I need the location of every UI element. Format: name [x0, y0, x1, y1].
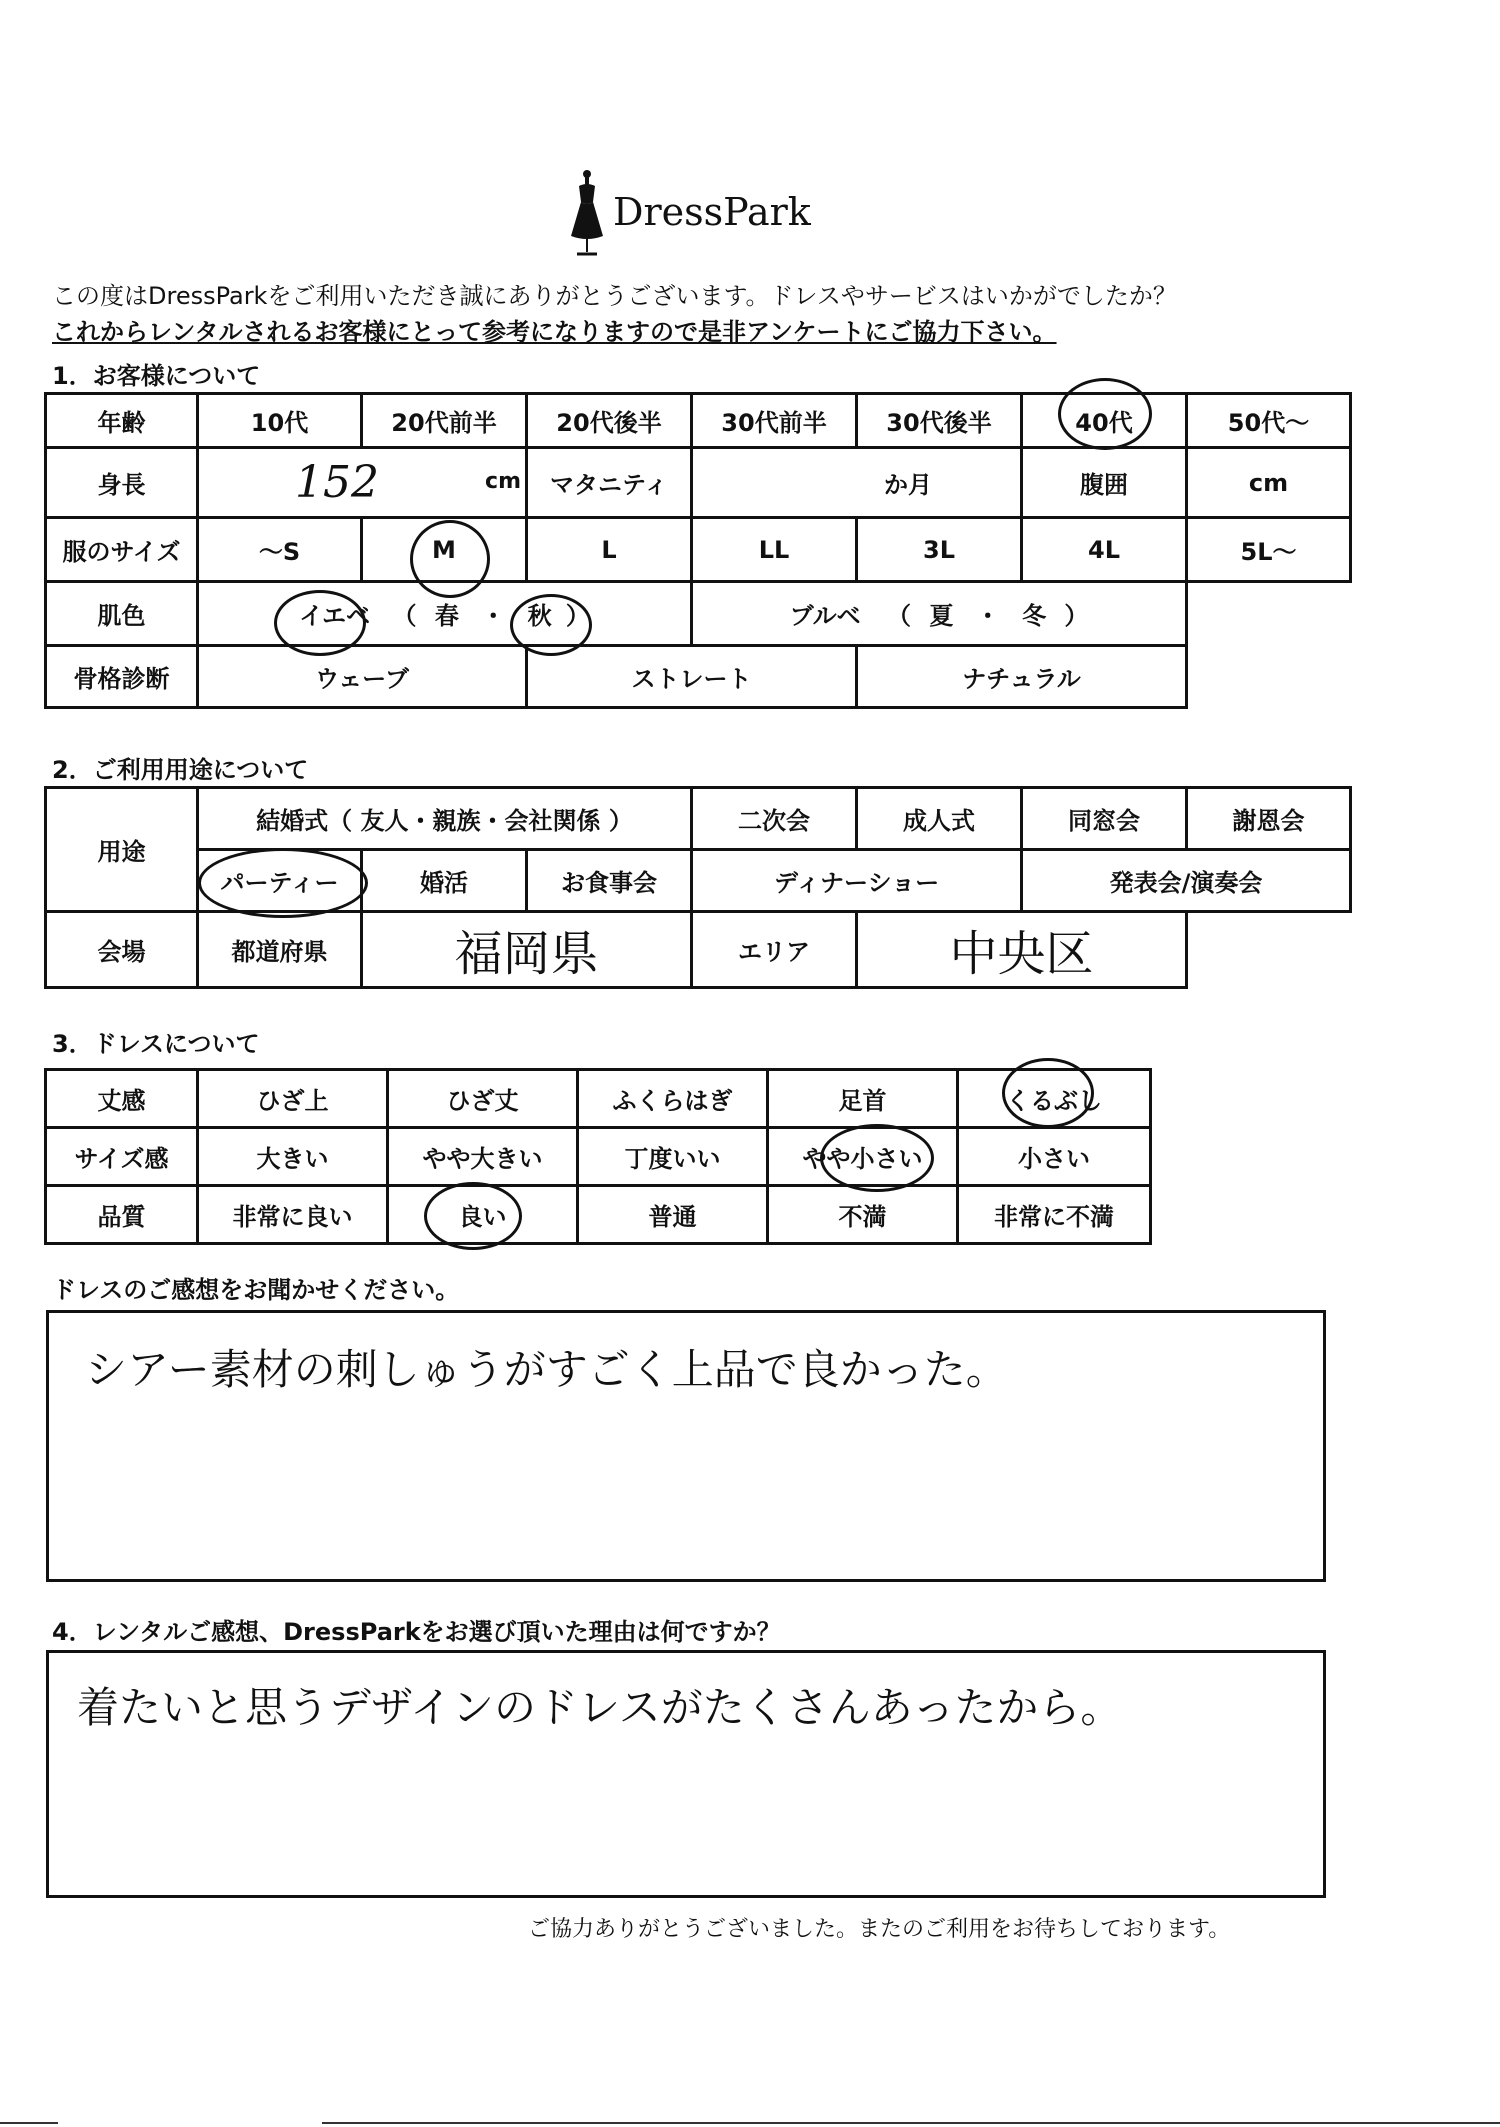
dot: ・	[481, 602, 506, 630]
dress-mannequin-icon	[565, 168, 609, 258]
fit-option[interactable]: 丁度いい	[578, 1128, 768, 1186]
purpose-option[interactable]: 発表会/演奏会	[1022, 850, 1351, 912]
purpose-option[interactable]: 同窓会	[1022, 788, 1187, 850]
empty-cell	[1187, 646, 1351, 708]
age-option[interactable]: 30代後半	[857, 394, 1022, 448]
quality-option[interactable]: 不満	[768, 1186, 958, 1244]
pref-value[interactable]: 福岡県	[362, 912, 692, 988]
dress-table	[44, 1068, 1152, 1245]
bottom-rule-left	[0, 2122, 58, 2124]
quality-row	[46, 1186, 1151, 1244]
purpose-option[interactable]: 結婚式（ 友人・親族・会社関係 ）	[198, 788, 692, 850]
purpose-row-1	[46, 788, 1351, 850]
age-option[interactable]: 10代	[198, 394, 362, 448]
quality-label: 品質	[46, 1186, 198, 1244]
age-option-selected[interactable]: 40代	[1022, 394, 1187, 448]
size-option[interactable]: L	[527, 518, 692, 582]
length-option[interactable]: ひざ丈	[388, 1070, 578, 1128]
fit-option[interactable]: やや大きい	[388, 1128, 578, 1186]
purpose-option[interactable]: 婚活	[362, 850, 527, 912]
dresspark-logo	[565, 168, 815, 258]
waist-unit[interactable]: cm	[1187, 448, 1351, 518]
age-option[interactable]: 20代前半	[362, 394, 527, 448]
paren-close: ）	[565, 602, 590, 630]
waist-label: 腹囲	[1022, 448, 1187, 518]
section1-title: 1．お客様について	[52, 362, 261, 390]
height-value: 152	[295, 457, 379, 508]
bottom-rule-right	[322, 2122, 1500, 2124]
height-row	[46, 448, 1351, 518]
skin-blue: ブルベ	[789, 602, 861, 630]
footer-thanks: ご協力ありがとうございました。またのご利用をお待ちしております。	[528, 1917, 1231, 1942]
quality-option[interactable]: 非常に不満	[958, 1186, 1151, 1244]
size-option[interactable]: ～S	[198, 518, 362, 582]
size-option[interactable]: 5L～	[1187, 518, 1351, 582]
paren-open: （	[392, 602, 417, 630]
skin-yellow-cell[interactable]	[198, 582, 692, 646]
purpose-option-selected[interactable]: パーティー	[198, 850, 362, 912]
customer-table	[44, 392, 1352, 709]
size-option[interactable]: LL	[692, 518, 857, 582]
purpose-option[interactable]: お食事会	[527, 850, 692, 912]
quality-option[interactable]: 普通	[578, 1186, 768, 1244]
length-option[interactable]: ふくらはぎ	[578, 1070, 768, 1128]
frame-option[interactable]: ナチュラル	[857, 646, 1187, 708]
purpose-table	[44, 786, 1352, 989]
length-option-selected[interactable]: くるぶし	[958, 1070, 1151, 1128]
frame-option[interactable]: ストレート	[527, 646, 857, 708]
maternity-label: マタニティ	[527, 448, 692, 518]
skin-spring: 春	[434, 602, 459, 630]
purpose-option[interactable]: 成人式	[857, 788, 1022, 850]
height-unit: cm	[485, 469, 521, 494]
venue-label: 会場	[46, 912, 198, 988]
age-label: 年齢	[46, 394, 198, 448]
frame-row	[46, 646, 1351, 708]
length-option[interactable]: ひざ上	[198, 1070, 388, 1128]
age-option[interactable]: 20代後半	[527, 394, 692, 448]
answer-text: 着たいと思うデザインのドレスがたくさんあったから。	[77, 1683, 1123, 1732]
section4-title: 4．レンタルご感想、DressParkをお選び頂いた理由は何ですか？	[52, 1618, 781, 1646]
skin-row	[46, 582, 1351, 646]
quality-option-selected[interactable]: 良い	[388, 1186, 578, 1244]
pref-label: 都道府県	[198, 912, 362, 988]
skin-label: 肌色	[46, 582, 198, 646]
age-option[interactable]: 50代～	[1187, 394, 1351, 448]
length-option[interactable]: 足首	[768, 1070, 958, 1128]
age-row	[46, 394, 1351, 448]
venue-row	[46, 912, 1351, 988]
empty-cell	[1187, 582, 1351, 646]
size-option-selected[interactable]: M	[362, 518, 527, 582]
empty-cell	[1187, 912, 1351, 988]
fit-option-selected[interactable]: やや小さい	[768, 1128, 958, 1186]
purpose-label: 用途	[46, 788, 198, 912]
logo-text: DressPark	[613, 190, 811, 234]
size-option[interactable]: 3L	[857, 518, 1022, 582]
impression-box[interactable]	[46, 1310, 1326, 1582]
height-cell[interactable]	[198, 448, 527, 518]
section3-title: 3．ドレスについて	[52, 1030, 260, 1058]
section2-title: 2．ご利用用途について	[52, 756, 309, 784]
frame-label: 骨格診断	[46, 646, 198, 708]
length-label: 丈感	[46, 1070, 198, 1128]
skin-autumn: 秋	[527, 602, 552, 630]
answer-box[interactable]	[46, 1650, 1326, 1898]
skin-winter: 冬	[1022, 602, 1047, 630]
dot: ・	[975, 602, 1000, 630]
purpose-option[interactable]: 謝恩会	[1187, 788, 1351, 850]
skin-yellow: イエベ	[299, 602, 371, 630]
fit-option[interactable]: 大きい	[198, 1128, 388, 1186]
impression-prompt: ドレスのご感想をお聞かせください。	[52, 1276, 460, 1304]
length-row	[46, 1070, 1151, 1128]
intro-line-2: これからレンタルされるお客様にとって参考になりますので是非アンケートにご協力下さい。	[52, 318, 1057, 346]
fit-label: サイズ感	[46, 1128, 198, 1186]
paren-close: ）	[1064, 602, 1089, 630]
size-option[interactable]: 4L	[1022, 518, 1187, 582]
purpose-option[interactable]: ディナーショー	[692, 850, 1022, 912]
impression-text: シアー素材の刺しゅうがすごく上品で良かった。	[85, 1345, 1008, 1394]
skin-blue-cell[interactable]	[692, 582, 1187, 646]
purpose-row-2	[46, 850, 1351, 912]
intro-line-1: この度はDressParkをご利用いただき誠にありがとうございます。ドレスやサービスはいかがでしたか？	[52, 282, 1177, 310]
area-label: エリア	[692, 912, 857, 988]
fit-row	[46, 1128, 1151, 1186]
area-value[interactable]: 中央区	[857, 912, 1187, 988]
skin-summer: 夏	[929, 602, 954, 630]
fit-option[interactable]: 小さい	[958, 1128, 1151, 1186]
purpose-option[interactable]: 二次会	[692, 788, 857, 850]
quality-option[interactable]: 非常に良い	[198, 1186, 388, 1244]
frame-option[interactable]: ウェーブ	[198, 646, 527, 708]
age-option[interactable]: 30代前半	[692, 394, 857, 448]
paren-open: （	[886, 602, 911, 630]
height-label: 身長	[46, 448, 198, 518]
size-row	[46, 518, 1351, 582]
maternity-months[interactable]: か月	[692, 448, 1022, 518]
size-label: 服のサイズ	[46, 518, 198, 582]
